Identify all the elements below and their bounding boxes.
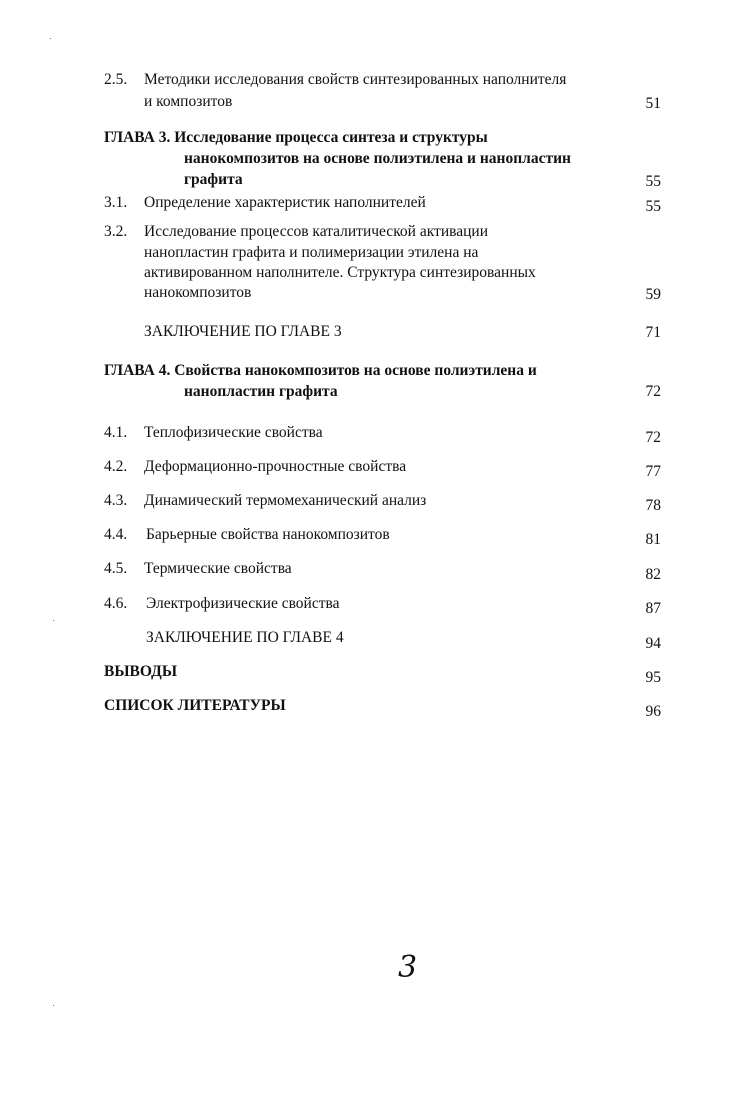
toc-3-2-page: 59 — [645, 286, 661, 303]
toc-4-3-title: Динамический термомеханический анализ — [144, 492, 427, 509]
toc-4-4-title: Барьерные свойства нанокомпозитов — [146, 526, 390, 543]
toc-conclusions-title: ВЫВОДЫ — [104, 663, 178, 680]
scan-speck — [53, 620, 54, 621]
toc-chapter4-title-line1: ГЛАВА 4. Свойства нанокомпозитов на основе полиэтилена и — [104, 362, 537, 379]
toc-references-title: СПИСОК ЛИТЕРАТУРЫ — [104, 697, 286, 714]
toc-chapter4-title-line2: нанопластин графита — [184, 383, 338, 400]
toc-4-1-title: Теплофизические свойства — [144, 424, 323, 441]
toc-3-2-title-line1: Исследование процессов каталитической активации — [144, 223, 489, 240]
scan-speck — [50, 38, 51, 39]
toc-4-2-title: Деформационно-прочностные свойства — [144, 458, 407, 475]
toc-chapter4-page: 72 — [645, 383, 661, 400]
toc-4-4-number: 4.4. — [104, 526, 128, 543]
toc-4-1-page: 72 — [645, 429, 661, 446]
toc-chapter3-page: 55 — [645, 173, 661, 190]
toc-3-2-number: 3.2. — [104, 223, 128, 240]
toc-4-3-number: 4.3. — [104, 492, 128, 509]
toc-3-1-page: 55 — [645, 198, 661, 215]
toc-2-5-title-line1: Методики исследования свойств синтезированных наполнителя — [144, 71, 567, 88]
toc-3-2-title-line4: нанокомпозитов — [144, 284, 252, 301]
toc-2-5-page: 51 — [645, 95, 661, 112]
toc-chapter3-title-line3: графита — [184, 171, 243, 188]
toc-3-1-title: Определение характеристик наполнителей — [144, 194, 426, 211]
toc-4-2-page: 77 — [645, 463, 661, 480]
toc-chapter3-title-line2: нанокомпозитов на основе полиэтилена и нанопластин — [184, 150, 571, 167]
toc-conclusion-ch3-page: 71 — [645, 324, 661, 341]
toc-3-2-title-line3: активированном наполнителе. Структура синтезированных — [144, 264, 536, 281]
toc-4-2-number: 4.2. — [104, 458, 128, 475]
toc-chapter3-title-line1: ГЛАВА 3. Исследование процесса синтеза и структуры — [104, 129, 488, 146]
toc-conclusion-ch4-page: 94 — [645, 635, 661, 652]
toc-4-5-number: 4.5. — [104, 560, 128, 577]
toc-4-4-page: 81 — [645, 531, 661, 548]
toc-3-1-number: 3.1. — [104, 194, 128, 211]
toc-conclusions-page: 95 — [645, 669, 661, 686]
toc-4-5-page: 82 — [645, 566, 661, 583]
toc-4-6-number: 4.6. — [104, 595, 128, 612]
toc-3-2-title-line2: нанопластин графита и полимеризации этилена на — [144, 244, 479, 261]
toc-2-5-number: 2.5. — [104, 71, 128, 88]
toc-references-page: 96 — [645, 703, 661, 720]
toc-2-5-title-line2: и композитов — [144, 93, 233, 110]
toc-conclusion-ch4-title: ЗАКЛЮЧЕНИЕ ПО ГЛАВЕ 4 — [146, 629, 344, 646]
handwritten-page-number: 3 — [398, 950, 418, 985]
toc-4-3-page: 78 — [645, 497, 661, 514]
scan-speck — [53, 1005, 54, 1006]
toc-conclusion-ch3-title: ЗАКЛЮЧЕНИЕ ПО ГЛАВЕ 3 — [144, 323, 342, 340]
toc-4-5-title: Термические свойства — [144, 560, 292, 577]
toc-4-6-title: Электрофизические свойства — [146, 595, 340, 612]
toc-4-1-number: 4.1. — [104, 424, 128, 441]
toc-4-6-page: 87 — [645, 600, 661, 617]
